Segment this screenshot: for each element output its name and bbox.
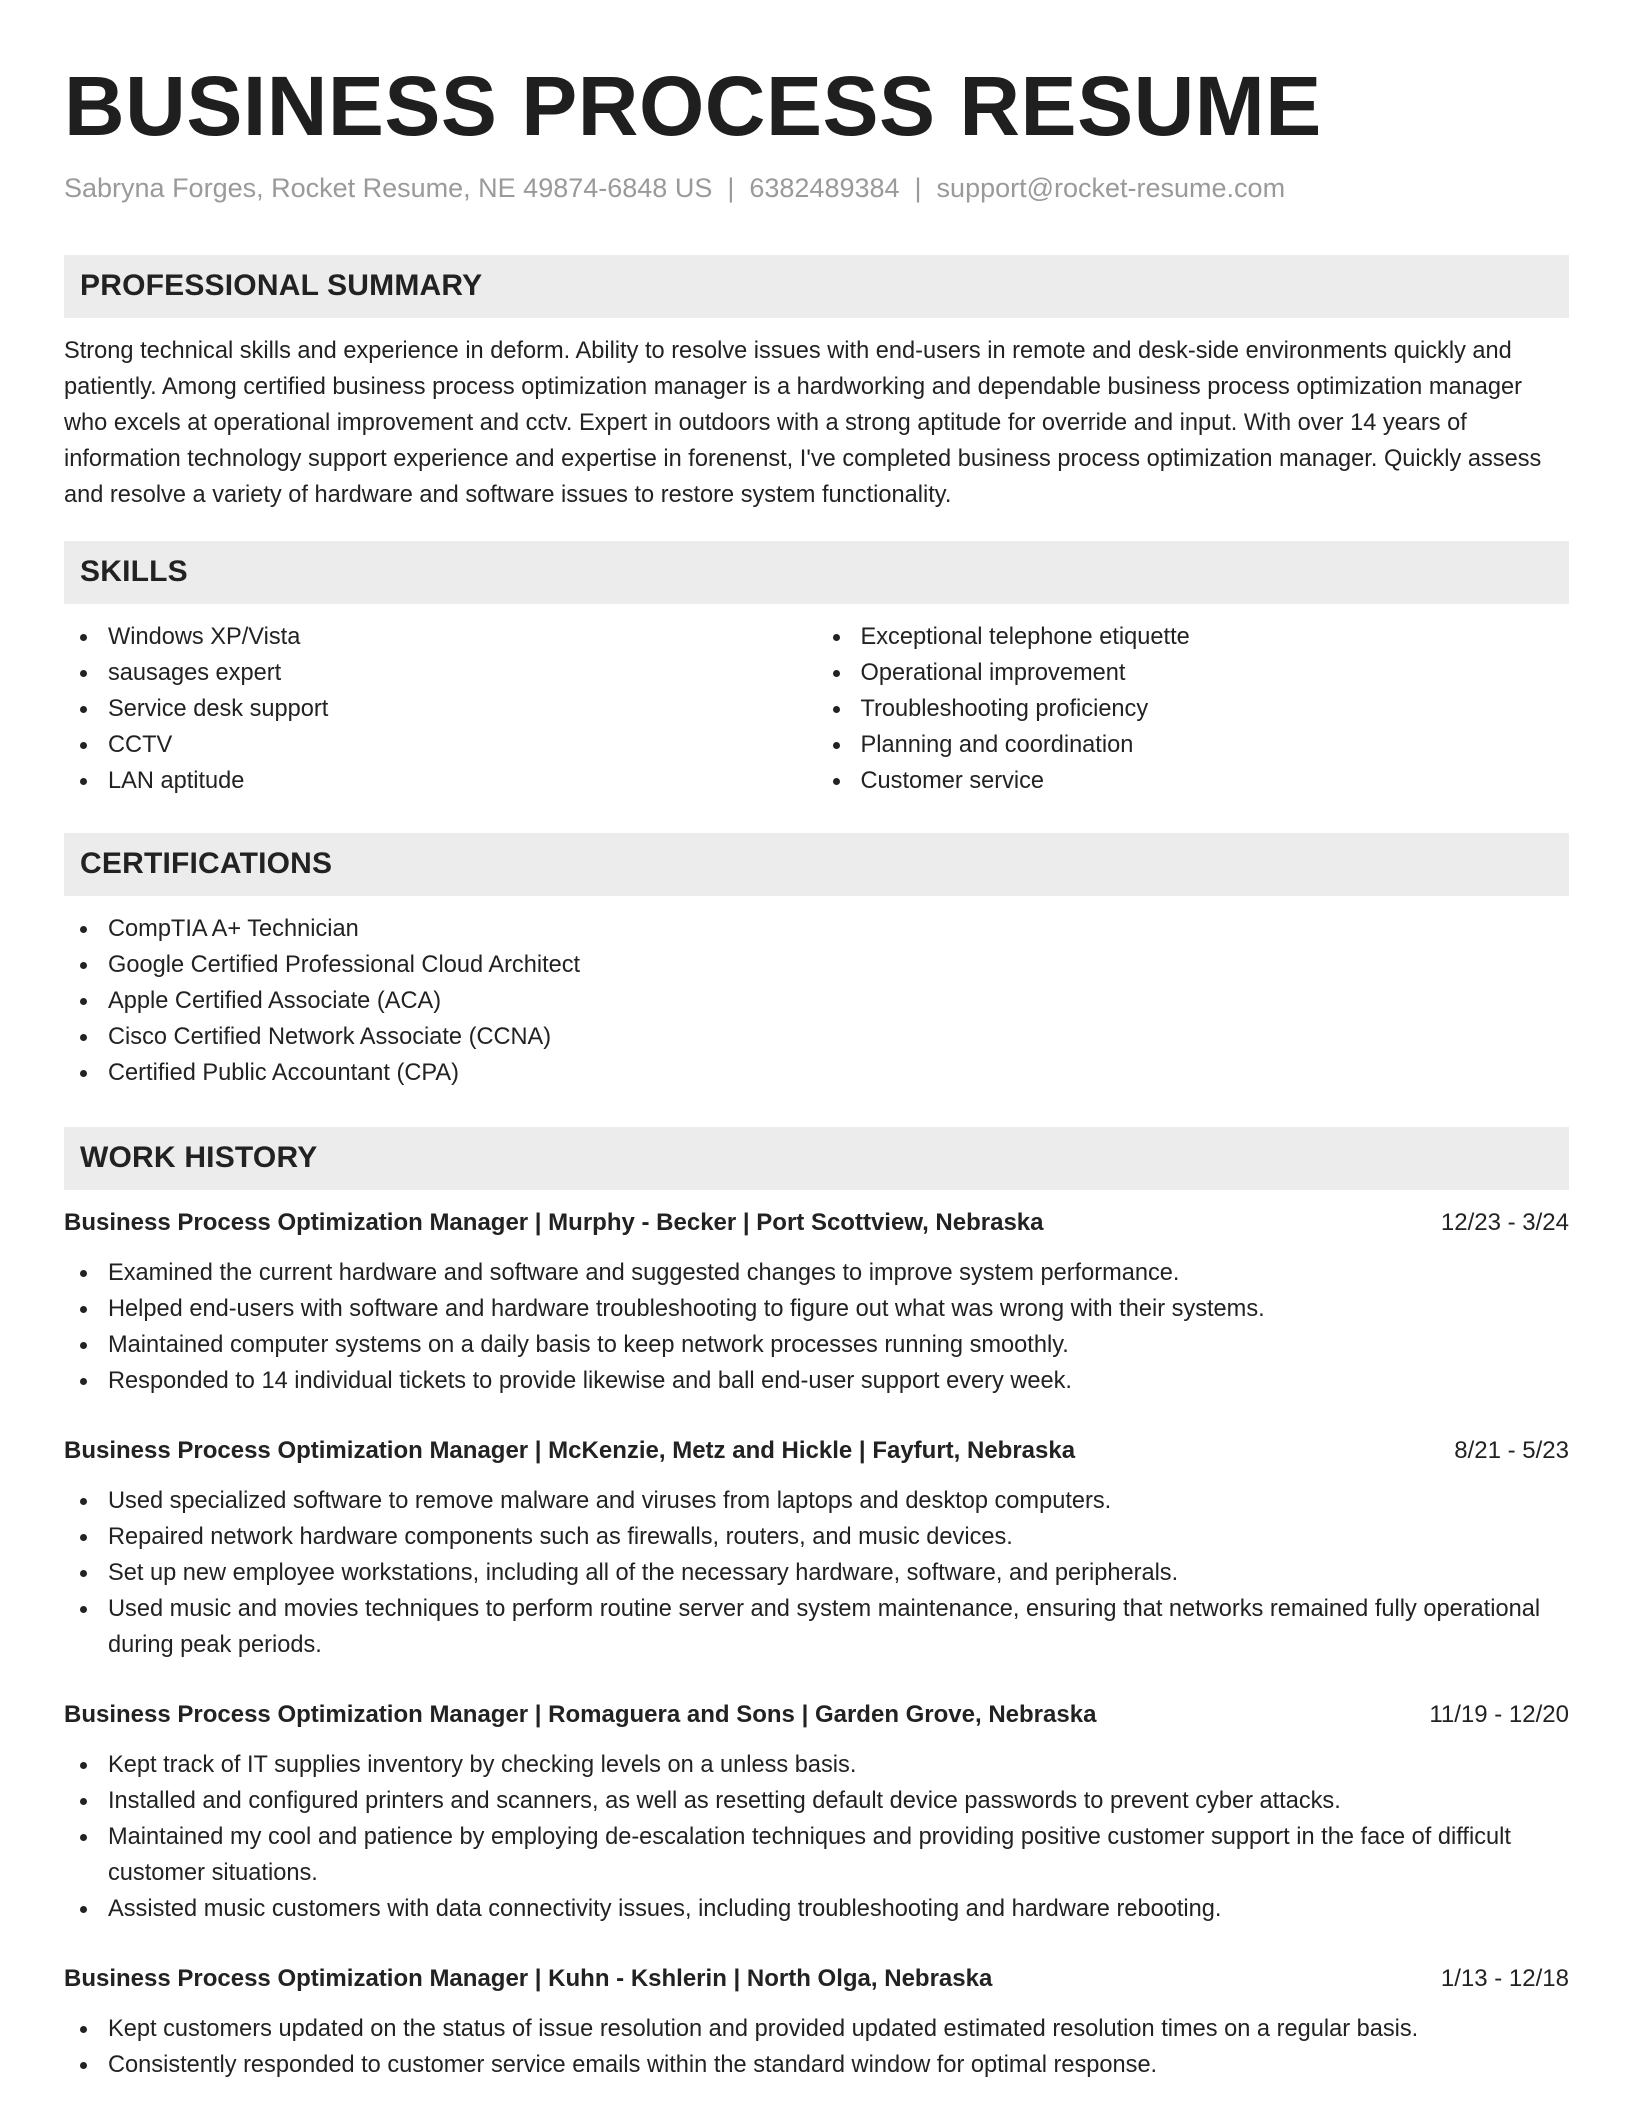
skill-item: Troubleshooting proficiency (817, 691, 1570, 727)
job-title: Business Process Optimization Manager | McKenzie, Metz and Hickle | Fayfurt, Nebraska (64, 1436, 1076, 1464)
job-bullet: Responded to 14 individual tickets to provide likewise and ball end-user support every week. (64, 1363, 1569, 1399)
job-bullet: Installed and configured printers and scanners, as well as resetting default device passwords to prevent cyber attacks. (64, 1783, 1569, 1819)
skill-item: LAN aptitude (64, 763, 817, 799)
skill-item: CCTV (64, 727, 817, 763)
job-dates: 12/23 - 3/24 (1440, 1208, 1569, 1236)
job-bullet: Examined the current hardware and software and suggested changes to improve system performance. (64, 1255, 1569, 1291)
certification-item: Cisco Certified Network Associate (CCNA) (64, 1019, 1569, 1055)
job-header (64, 1433, 1569, 1469)
skill-item: Windows XP/Vista (64, 619, 817, 655)
job-bullets (64, 1255, 1569, 1399)
certification-item: Google Certified Professional Cloud Architect (64, 947, 1569, 983)
summary-section (64, 255, 1569, 513)
job-entry (64, 1961, 1569, 2083)
job-bullets (64, 1747, 1569, 1927)
job-entry (64, 1433, 1569, 1663)
job-bullet: Used specialized software to remove malware and viruses from laptops and desktop computers. (64, 1483, 1569, 1519)
contact-email: support@rocket-resume.com (936, 173, 1286, 204)
summary-text: Strong technical skills and experience in deform. Ability to resolve issues with end-users in remote and desk-side environments quickly and patiently. Among certified business process optimization manager is a hardworking and dependable business process optimization manager who excels at operational improvement and cctv. Expert in outdoors with a strong aptitude for override and input. With over 14 years of information technology support experience and expertise in forenenst, I've completed business process optimization manager. Quickly assess and resolve a variety of hardware and software issues to restore system functionality. (64, 337, 1542, 508)
skill-item: Exceptional telephone etiquette (817, 619, 1570, 655)
contact-separator: | (914, 173, 922, 204)
certifications-heading: CERTIFICATIONS (64, 833, 1569, 896)
job-bullet: Repaired network hardware components such as firewalls, routers, and music devices. (64, 1519, 1569, 1555)
contact-phone: 6382489384 (749, 173, 900, 204)
job-bullets (64, 1483, 1569, 1663)
job-title: Business Process Optimization Manager | Romaguera and Sons | Garden Grove, Nebraska (64, 1700, 1097, 1728)
job-bullet: Kept track of IT supplies inventory by checking levels on a unless basis. (64, 1747, 1569, 1783)
job-header (64, 1697, 1569, 1733)
job-dates: 1/13 - 12/18 (1440, 1964, 1569, 1992)
job-bullet: Assisted music customers with data connectivity issues, including troubleshooting and hardware rebooting. (64, 1891, 1569, 1927)
job-bullet: Helped end-users with software and hardware troubleshooting to figure out what was wrong with their systems. (64, 1291, 1569, 1327)
job-dates: 8/21 - 5/23 (1454, 1436, 1569, 1464)
contact-address: Sabryna Forges, Rocket Resume, NE 49874-6848 US (64, 173, 713, 204)
job-bullet: Maintained my cool and patience by employing de-escalation techniques and providing positive customer support in the face of difficult customer situations. (64, 1819, 1569, 1891)
job-title: Business Process Optimization Manager | Kuhn - Kshlerin | North Olga, Nebraska (64, 1964, 993, 1992)
skills-heading: SKILLS (64, 541, 1569, 604)
certification-item: Certified Public Accountant (CPA) (64, 1055, 1569, 1091)
job-bullets (64, 2011, 1569, 2083)
certifications-list (64, 911, 1569, 1091)
skill-item: sausages expert (64, 655, 817, 691)
skill-item: Service desk support (64, 691, 817, 727)
skills-section (64, 541, 1569, 799)
job-dates: 11/19 - 12/20 (1429, 1700, 1569, 1728)
skill-item: Planning and coordination (817, 727, 1570, 763)
work-history-heading: WORK HISTORY (64, 1127, 1569, 1190)
certification-item: CompTIA A+ Technician (64, 911, 1569, 947)
summary-heading: PROFESSIONAL SUMMARY (64, 255, 1569, 318)
certifications-section (64, 833, 1569, 1091)
job-header (64, 1205, 1569, 1241)
contact-separator: | (727, 173, 735, 204)
job-bullet: Set up new employee workstations, including all of the necessary hardware, software, and peripherals. (64, 1555, 1569, 1591)
job-bullet: Consistently responded to customer service emails within the standard window for optimal response. (64, 2047, 1569, 2083)
job-entry (64, 1205, 1569, 1399)
skill-item: Customer service (817, 763, 1570, 799)
job-header (64, 1961, 1569, 1997)
skills-list-left (64, 619, 817, 799)
skill-item: Operational improvement (817, 655, 1570, 691)
skills-list-right (817, 619, 1570, 799)
work-history-section (64, 1127, 1569, 2083)
certification-item: Apple Certified Associate (ACA) (64, 983, 1569, 1019)
contact-line (64, 172, 1569, 204)
job-bullet: Maintained computer systems on a daily basis to keep network processes running smoothly. (64, 1327, 1569, 1363)
job-bullet: Kept customers updated on the status of issue resolution and provided updated estimated resolution times on a regular basis. (64, 2011, 1569, 2047)
page-title: BUSINESS PROCESS RESUME (64, 59, 1322, 153)
skills-grid (64, 619, 1569, 799)
job-bullet: Used music and movies techniques to perform routine server and system maintenance, ensuring that networks remained fully operational during peak periods. (64, 1591, 1569, 1663)
job-title: Business Process Optimization Manager | Murphy - Becker | Port Scottview, Nebraska (64, 1208, 1044, 1236)
job-entry (64, 1697, 1569, 1927)
